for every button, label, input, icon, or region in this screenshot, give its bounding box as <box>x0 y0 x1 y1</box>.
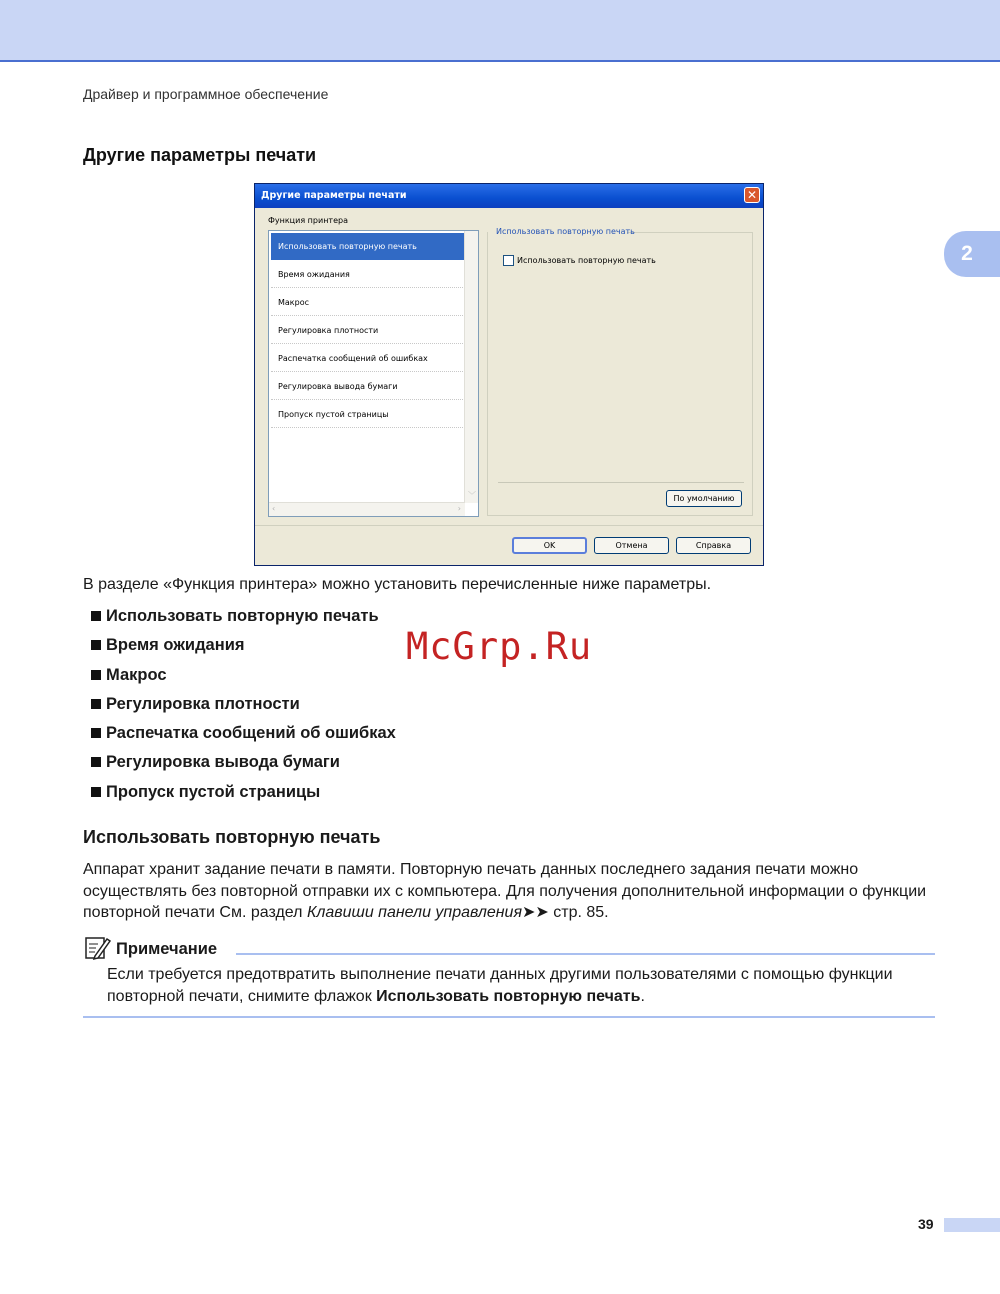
list-item <box>91 721 396 750</box>
scroll-down-icon[interactable]: ﹀ <box>468 491 476 500</box>
list-item <box>91 692 396 721</box>
square-bullet-icon <box>91 670 101 680</box>
intro-text: В разделе «Функция принтера» можно установить перечисленные ниже параметры. <box>83 576 712 593</box>
section-title: Другие параметры печати <box>83 145 317 165</box>
reprint-checkbox-label[interactable]: Использовать повторную печать <box>517 256 656 265</box>
note-pencil-icon <box>83 934 111 962</box>
page-bar <box>944 1218 1000 1232</box>
options-group-topline <box>627 232 753 233</box>
bullet-text: Пропуск пустой страницы <box>106 782 321 801</box>
bullet-text: Распечатка сообщений об ошибках <box>106 724 396 743</box>
list-item <box>91 604 396 633</box>
note-bottom-rule <box>83 1016 935 1018</box>
note-text-end: . <box>640 988 645 1005</box>
note-text-part: Если требуется предотвратить выполнение печати данных другими пользователями с помощью функции повторной печати, снимите флажок <box>107 966 893 1005</box>
subheading: Использовать повторную печать <box>83 827 381 847</box>
dialog-titlebar[interactable]: Другие параметры печати <box>255 184 763 208</box>
square-bullet-icon <box>91 728 101 738</box>
note-rule <box>236 953 935 955</box>
note-text <box>107 964 937 1008</box>
help-button[interactable]: Справка <box>676 537 751 554</box>
list-item[interactable]: Время ожидания <box>271 261 465 288</box>
print-options-dialog <box>254 183 764 566</box>
list-item <box>91 663 396 692</box>
cross-reference-link[interactable]: Клавиши панели управления <box>306 904 522 921</box>
list-item[interactable]: Пропуск пустой страницы <box>271 401 465 428</box>
watermark: McGrp.Ru <box>406 625 593 668</box>
dialog-bottom-line <box>255 525 763 526</box>
bullet-text: Макрос <box>106 665 167 684</box>
cancel-button[interactable]: Отмена <box>594 537 669 554</box>
options-separator <box>498 482 744 483</box>
list-item[interactable]: Регулировка вывода бумаги <box>271 373 465 400</box>
paragraph-text: Аппарат хранит задание печати в памяти. Повторную печать данных последнего задания печати можно осуществлять без повторной отправки их с компьютера. Для получения дополнительной информации о функции повторной печати См. раздел <box>83 861 927 921</box>
list-item[interactable]: Распечатка сообщений об ошибках <box>271 345 465 372</box>
square-bullet-icon <box>91 757 101 767</box>
page-number: 39 <box>918 1216 934 1232</box>
running-header: Драйвер и программное обеспечение <box>83 86 329 102</box>
square-bullet-icon <box>91 787 101 797</box>
options-group-title: Использовать повторную печать <box>496 227 635 236</box>
bullet-list <box>91 604 396 809</box>
bullet-text: Время ожидания <box>106 636 245 655</box>
reprint-checkbox[interactable] <box>503 255 514 266</box>
body-paragraph <box>83 859 933 924</box>
close-icon[interactable]: ✕ <box>744 187 760 203</box>
bullet-text: Регулировка вывода бумаги <box>106 753 340 772</box>
list-item[interactable]: Использовать повторную печать <box>271 233 465 260</box>
printer-function-list[interactable] <box>268 230 479 517</box>
list-item <box>91 633 396 662</box>
double-arrow-icon: ➤➤ <box>522 904 549 921</box>
vertical-scrollbar[interactable] <box>464 231 478 503</box>
list-item <box>91 780 396 809</box>
bullet-text: Использовать повторную печать <box>106 607 379 625</box>
options-group-frame <box>487 232 753 516</box>
printer-function-label: Функция принтера <box>268 216 348 225</box>
page-reference: стр. 85. <box>548 904 609 921</box>
top-band <box>0 0 1000 62</box>
square-bullet-icon <box>91 699 101 709</box>
horizontal-scrollbar[interactable] <box>269 502 465 516</box>
chapter-tab: 2 <box>944 231 1000 277</box>
list-item[interactable]: Макрос <box>271 289 465 316</box>
list-item <box>91 750 396 779</box>
square-bullet-icon <box>91 640 101 650</box>
note-bold-term: Использовать повторную печать <box>376 988 641 1005</box>
bullet-text: Регулировка плотности <box>106 694 300 713</box>
ok-button[interactable]: OK <box>512 537 587 554</box>
default-button[interactable]: По умолчанию <box>666 490 742 507</box>
scroll-right-icon[interactable]: › <box>457 504 461 513</box>
note-title: Примечание <box>116 940 218 958</box>
scroll-left-icon[interactable]: ‹ <box>272 504 276 513</box>
list-item[interactable]: Регулировка плотности <box>271 317 465 344</box>
square-bullet-icon <box>91 611 101 621</box>
